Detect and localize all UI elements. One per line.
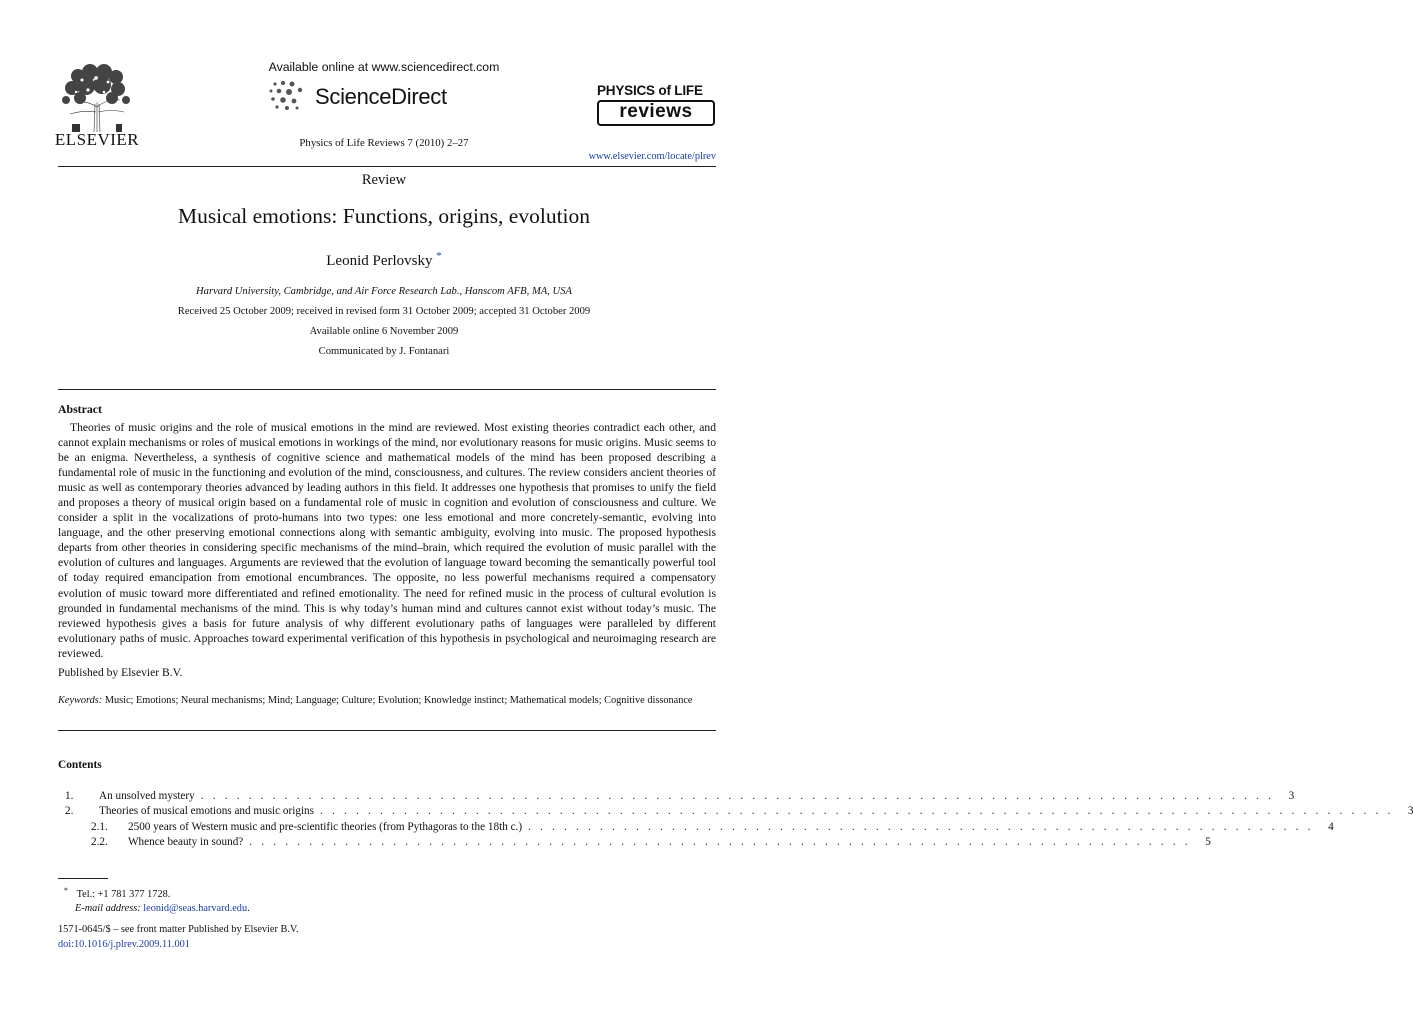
article-title: Musical emotions: Functions, origins, evolution: [177, 204, 591, 228]
footnote-email-label: E-mail address:: [75, 903, 141, 915]
publisher-name: ELSEVIER: [54, 130, 140, 149]
footnote: [64, 884, 250, 916]
journal-url-link[interactable]: www.elsevier.com/locate/plrev: [588, 151, 716, 162]
footnote-email-end: .: [247, 903, 250, 915]
header-rule: [58, 166, 716, 167]
sciencedirect-dots-icon: [265, 78, 311, 112]
toc-item-title: Whence beauty in sound?: [128, 836, 244, 848]
footnote-mark: *: [64, 886, 68, 895]
toc-item-title: 2500 years of Western music and pre-scientific theories (from Pythagoras to the 18th c.): [128, 821, 523, 833]
toc-item[interactable]: [58, 821, 1334, 836]
issn-line: 1571-0645/$ – see front matter Published by Elsevier B.V.: [58, 924, 299, 935]
toc-item-leader: . . . . . . . . . . . . . . . . . . . . . . . . . . . . . . . . . . . . . . . . . . . . . . . . . . . . . . . . . . . . . . . . . . . . . . . . . . . . . . . . . . . . . . . . . .: [320, 805, 1394, 817]
author-line: [0, 250, 768, 270]
footnote-rule: [58, 878, 108, 879]
author-footnote-link[interactable]: *: [436, 250, 442, 262]
abstract-heading: Abstract: [58, 402, 102, 416]
toc-item-number: 2.2.: [91, 836, 108, 848]
article-type: Review: [361, 172, 407, 188]
communicated-by: Communicated by J. Fontanari: [318, 346, 450, 357]
abstract-text: Theories of music origins and the role of musical emotions in the mind are reviewed. Most existing theories contradict each other, and cannot explain mechanisms or roles of musical emotions in workings of the mind, nor evolutionary reasons for music origins. Music seems to be an enigma. Nevertheless, a synthesis of cognitive science and mathematical models of the mind has been proposed describing a fundamental role of music in the functioning and evolution of the mind, consciousness, and cultures. The review considers ancient theories of music as well as contemporary theories advanced by leading authors in this field. It addresses one hypothesis that promises to unify the field and proposes a theory of musical origin based on a fundamental role of music in cognition and evolution of consciousness and culture. We consider a split in the vocalizations of proto-humans into two types: one less emotional and more concretely-semantic, evolving into language, and the other preserving emotional connections along with semantic ambiguity, evolving into music. The proposed hypothesis departs from other theories in considering specific mechanisms of the mind–brain, which required the evolution of music parallel with the evolution of cultures and languages. Arguments are reviewed that the evolution of language toward becoming the semantically powerful tool of today required emancipation from emotional encumbrances. The opposite, no less powerful mechanisms required a compensatory evolution of music toward more differentiated and refined emotionality. The need for refined music in the process of cultural evolution is grounded in fundamental mechanisms of the mind. This is why today’s human mind and cultures cannot exist without today’s music. The reviewed hypothesis gives a basis for future analysis of why different evolutionary paths of languages were paralleled by different evolutionary paths of music. Approaches toward experimental verification of this hypothesis in psychological and neuroimaging research are reviewed.: [58, 421, 716, 660]
sciencedirect-wordmark: ScienceDirect: [315, 84, 447, 109]
available-online-date: Available online 6 November 2009: [309, 326, 459, 337]
keywords-list: Music; Emotions; Neural mechanisms; Mind; Language; Culture; Evolution; Knowledge instinct; Mathematical models; Cognitive dissonance: [104, 695, 693, 706]
affiliation: Harvard University, Cambridge, and Air Force Research Lab., Hanscom AFB, MA, USA: [196, 286, 572, 297]
toc-item-number: 2.: [65, 805, 74, 817]
toc-item-title: An unsolved mystery: [99, 790, 195, 802]
keywords: [58, 694, 716, 708]
toc-item-page: 4: [1328, 821, 1334, 833]
available-online-text: Available online at www.sciencedirect.com: [268, 60, 500, 74]
abstract-published-by: Published by Elsevier B.V.: [58, 666, 183, 679]
footnote-tel: Tel.: +1 781 377 1728.: [76, 889, 171, 901]
author-name: Leonid Perlovsky: [326, 253, 433, 269]
journal-logo-title: PHYSICS of LIFE: [597, 83, 703, 98]
sciencedirect-logo: [265, 78, 475, 114]
toc-item-leader: . . . . . . . . . . . . . . . . . . . . . . . . . . . . . . . . . . . . . . . . . . . . . . . . . . . . . . . . . . . . . . . . . . . . . . . . . . . . . . .: [249, 836, 1191, 848]
doi-link[interactable]: doi:10.1016/j.plrev.2009.11.001: [58, 939, 190, 950]
journal-reference: Physics of Life Reviews 7 (2010) 2–27: [299, 137, 469, 149]
author-email-link[interactable]: leonid@seas.harvard.edu: [143, 903, 248, 915]
toc-item-page: 5: [1205, 836, 1211, 848]
toc-item[interactable]: [58, 836, 1211, 851]
toc-item-number: 1.: [65, 790, 74, 802]
toc-item-page: 3: [1288, 790, 1295, 802]
toc-item-page: 3: [1407, 805, 1413, 817]
toc-item[interactable]: [58, 790, 1295, 805]
journal-logo-reviews: reviews: [597, 100, 715, 126]
contents-heading: Contents: [58, 759, 102, 771]
abstract-bottom-rule: [58, 730, 716, 731]
keywords-label: Keywords:: [58, 695, 103, 706]
toc-item-leader: . . . . . . . . . . . . . . . . . . . . . . . . . . . . . . . . . . . . . . . . . . . . . . . . . . . . . . . . . . . . . . . . . . . . . . . . . . . . . . . . . . . . . . . . . .: [200, 790, 1275, 802]
received-dates: Received 25 October 2009; received in revised form 31 October 2009; accepted 31 October 2009: [177, 306, 591, 317]
toc-item-title: Theories of musical emotions and music origins: [99, 805, 315, 817]
toc-item-number: 2.1.: [91, 821, 108, 833]
journal-logo: [597, 84, 715, 126]
toc-item[interactable]: [58, 805, 1413, 820]
abstract-top-rule: [58, 389, 716, 390]
toc-item-leader: . . . . . . . . . . . . . . . . . . . . . . . . . . . . . . . . . . . . . . . . . . . . . . . . . . . . . . . . . . . . . . . . . .: [528, 821, 1314, 833]
